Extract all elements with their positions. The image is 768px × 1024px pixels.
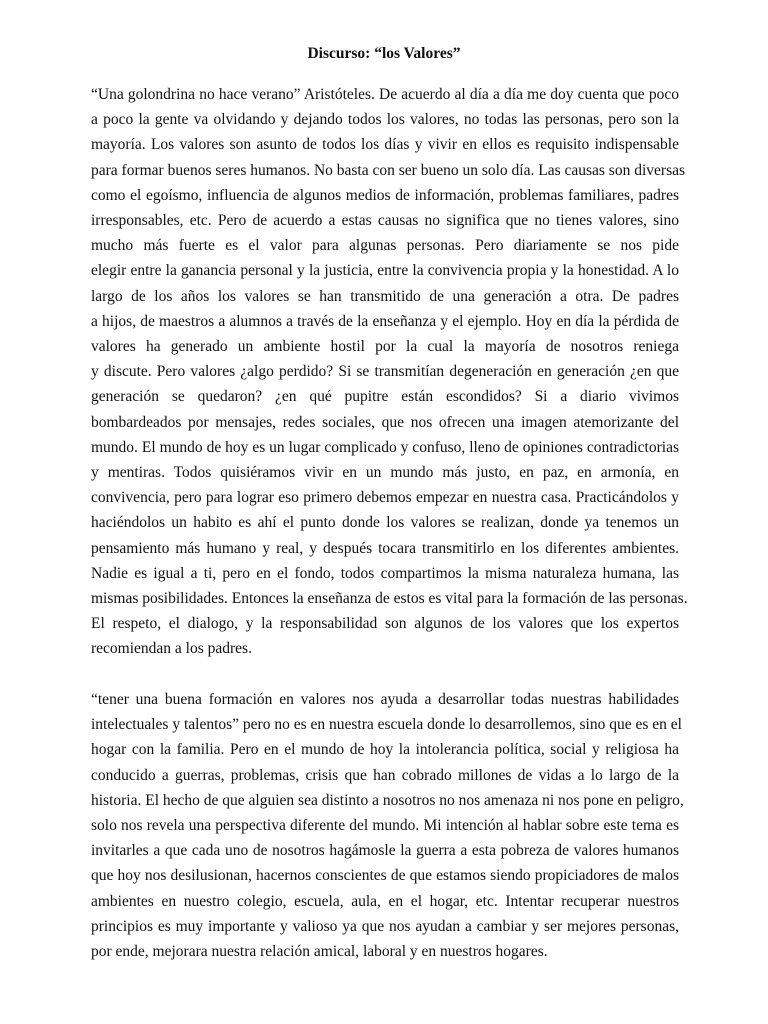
text-line: haciéndolos un habito es ahí el punto donde los valores se realizan, donde ya tenemos un [91, 514, 679, 532]
text-line: mundo. El mundo de hoy es un lugar complicado y confuso, lleno de opiniones contradictorias [91, 438, 679, 456]
text-line: ambientes en nuestro colegio, escuela, aula, en el hogar, etc. Intentar recuperar nuestros [91, 892, 679, 910]
text-line: pensamiento más humano y real, y después tocara transmitirlo en los diferentes ambientes. [91, 539, 679, 557]
text-line: como el egoísmo, influencia de algunos medios de información, problemas familiares, padres [91, 186, 679, 204]
text-line: que hoy nos desilusionan, hacernos conscientes de que estamos siendo propiciadores de malos [91, 867, 679, 885]
text-line: elegir entre la ganancia personal y la justicia, entre la convivencia propia y la honestidad. A lo [91, 262, 679, 280]
text-line: historia. El hecho de que alguien sea distinto a nosotros no nos amenaza ni nos pone en peligro, [91, 791, 684, 809]
text-line: mayoría. Los valores son asunto de todos los días y vivir en ellos es requisito indispensable [91, 136, 679, 154]
text-line: hogar con la familia. Pero en el mundo de hoy la intolerancia política, social y religiosa ha [91, 741, 679, 759]
text-line: intelectuales y talentos” pero no es en nuestra escuela donde lo desarrollemos, sino que es en el [91, 716, 682, 734]
text-line: generación se quedaron? ¿en qué pupitre están escondidos? Si a diario vivimos [91, 388, 679, 406]
text-line: convivencia, pero para lograr eso primero debemos empezar en nuestra casa. Practicándolos y [91, 489, 679, 507]
text-line: “tener una buena formación en valores nos ayuda a desarrollar todas nuestras habilidades [91, 691, 679, 708]
text-line: Nadie es igual a ti, pero en el fondo, todos compartimos la misma naturaleza humana, las [91, 564, 679, 582]
text-line: y discute. Pero valores ¿algo perdido? Si se transmitían degeneración en generación ¿en que [91, 363, 679, 381]
text-line: mismas posibilidades. Entonces la enseñanza de estos es vital para la formación de las personas. [91, 590, 688, 607]
text-line: largo de los años los valores se han transmitido de una generación a otra. De padres [91, 287, 679, 305]
text-line: principios es muy importante y valioso ya que nos ayudan a cambiar y ser mejores personas, [91, 917, 679, 935]
text-line: por ende, mejorara nuestra relación amical, laboral y en nuestros hogares. [91, 943, 548, 960]
text-line: invitarles a que cada uno de nosotros hagámosle la guerra a esta pobreza de valores humanos [91, 842, 679, 860]
text-line: “Una golondrina no hace verano” Aristóteles. De acuerdo al día a día me doy cuenta que poco [91, 86, 679, 103]
text-line: recomiendan a los padres. [91, 640, 252, 658]
text-line: solo nos revela una perspectiva diferente del mundo. Mi intención al hablar sobre este tema es [91, 817, 679, 834]
text-line: conducido a guerras, problemas, crisis que han cobrado millones de vidas a lo largo de la [91, 766, 679, 784]
text-line: irresponsables, etc. Pero de acuerdo a estas causas no significa que no tienes valores, sino [91, 212, 679, 229]
text-line: para formar buenos seres humanos. No basta con ser bueno un solo día. Las causas son diversas [91, 161, 686, 179]
text-line: bombardeados por mensajes, redes sociales, que nos ofrecen una imagen atemorizante del [91, 413, 679, 431]
text-line: valores ha generado un ambiente hostil por la cual la mayoría de nosotros reniega [91, 338, 679, 355]
text-line: y mentiras. Todos quisiéramos vivir en un mundo más justo, en paz, en armonía, en [91, 464, 679, 481]
text-line: a poco la gente va olvidando y dejando todos los valores, no todas las personas, pero son la [91, 111, 679, 129]
text-line: a hijos, de maestros a alumnos a través de la enseñanza y el ejemplo. Hoy en día la pérdida de [91, 312, 679, 330]
text-line: El respeto, el dialogo, y la responsabilidad son algunos de los valores que los expertos [91, 615, 679, 633]
text-line: mucho más fuerte es el valor para algunas personas. Pero diariamente se nos pide [91, 237, 679, 255]
page-title: Discurso: “los Valores” [307, 45, 461, 62]
